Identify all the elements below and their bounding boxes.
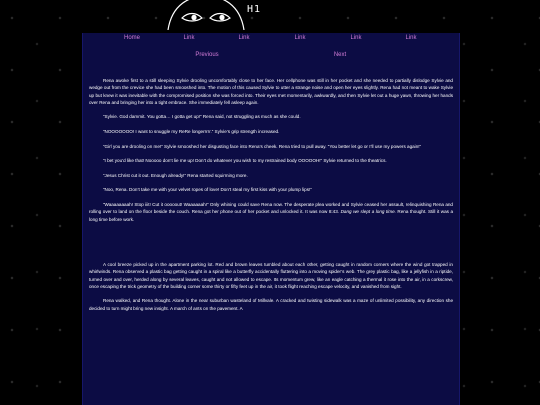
header-mark: H1 (247, 4, 262, 15)
content-panel (82, 33, 460, 405)
nav-link-4[interactable]: Link (350, 35, 362, 41)
site-header (0, 0, 540, 34)
story-paragraph: “NOOOOOOO! I want to snuggle my ReRe longerrrrr.” Sylvie’s grip strength increased. (103, 129, 280, 135)
nav-previous-link[interactable]: Previous (195, 52, 219, 58)
nav-link-1[interactable]: Link (183, 35, 195, 41)
story-text-span: “Waaaaaaaah! Stop iiit! Cut it ooooout! Waaaaaah!” Only whining could save Rena now. The desperate plea worked and Sylvie ceased her assault, relinquishing Rena and rolling over to land on the floor beside the couch. Rena got her phone out of her pocket and unlocked it. It was now 8:43. (89, 202, 453, 215)
nav-bar (83, 33, 459, 67)
story-paragraph: Rena walked, and Rena thought. Alone in the near suburban wasteland of Millvale. A cracked and twisting sidewalk was a maze of unlimited possibility, any direction she decided to turn might bring new insight. A march of ants on the pavement. A (89, 298, 453, 311)
story-paragraph: “Sylvie. God dammit. You gotta… I gotta get up!” Rena said, not struggling as much as she could. (103, 114, 301, 120)
story-paragraph (89, 201, 453, 223)
story-paragraph: A cool breeze picked up in the apartment parking lot. Red and brown leaves tumbled about each other, getting caught in random corners where the wind got trapped in whirlwinds. Rena observed a plastic bag getting caught in a spiral like a butterfly accidentally fluttering into a moving spider’s web. The grey plastic bag, like a jellyfish in a riptide, turned over and over, herded along by several leaves, caught and not allowed to escape. Its momentum grew, like an eagle catching a thermal it rose into the air, in a corkscrew, once escaping the trick geometry of the building corner some thirty or fifty feet up in the air, it took flight reaching escape velocity, and vanished from sight. (89, 261, 453, 289)
nav-link-5[interactable]: Link (405, 35, 417, 41)
story-text (89, 77, 453, 319)
story-paragraph: “Girl you are drooling on me!” Sylvie smooshed her disgusting face into Rena’s cheek. Rena tried to pull away. “You better let go or I’ll use my powers again!” (103, 143, 422, 149)
nav-link-2[interactable]: Link (238, 35, 250, 41)
nav-home-link[interactable]: Home (123, 35, 141, 41)
story-paragraph: “Jesus Christ cut it out. Enough already!” Rena started squirming more. (103, 172, 248, 178)
story-paragraph: Rena awoke first to a still sleeping Sylvie drooling uncomfortably close to her face. Her cellphone was still in her pocket and she needed to partially dislodge Sylvie and wedge out from the crevice she had been smooshed into. The motion of this caused Sylvie to utter a strange noise and open her eyes slightly. Rena had not meant to wake Sylvie up but knew it was inevitable with the compromised position she was forced into. Their eyes met momentarily, awkwardly, and then Sylvie let out a huge yawn, throwing her hands over Rena and bringing her into a tight embrace. She immediately fell asleep again. (89, 78, 453, 105)
nav-next-link[interactable]: Next (333, 52, 347, 58)
story-paragraph: “I bet you’d like that! Nooooo don’t lie me up! Don’t do whatever you wish to my restrained body OOOOOH!” Sylvie returned to the theatrics. (103, 158, 387, 164)
story-text-span: Rena thought. Still it was a long time before work. (89, 209, 454, 222)
face-doodle-icon (166, 0, 246, 30)
nav-link-3[interactable]: Link (294, 35, 306, 41)
story-paragraph: “Noo, Rena. Don’t take me with your velvet ropes of love! Don’t steal my first kiss with your plump lips!” (103, 187, 312, 193)
story-italic-thought: Dang we slept a long time. (340, 209, 396, 215)
